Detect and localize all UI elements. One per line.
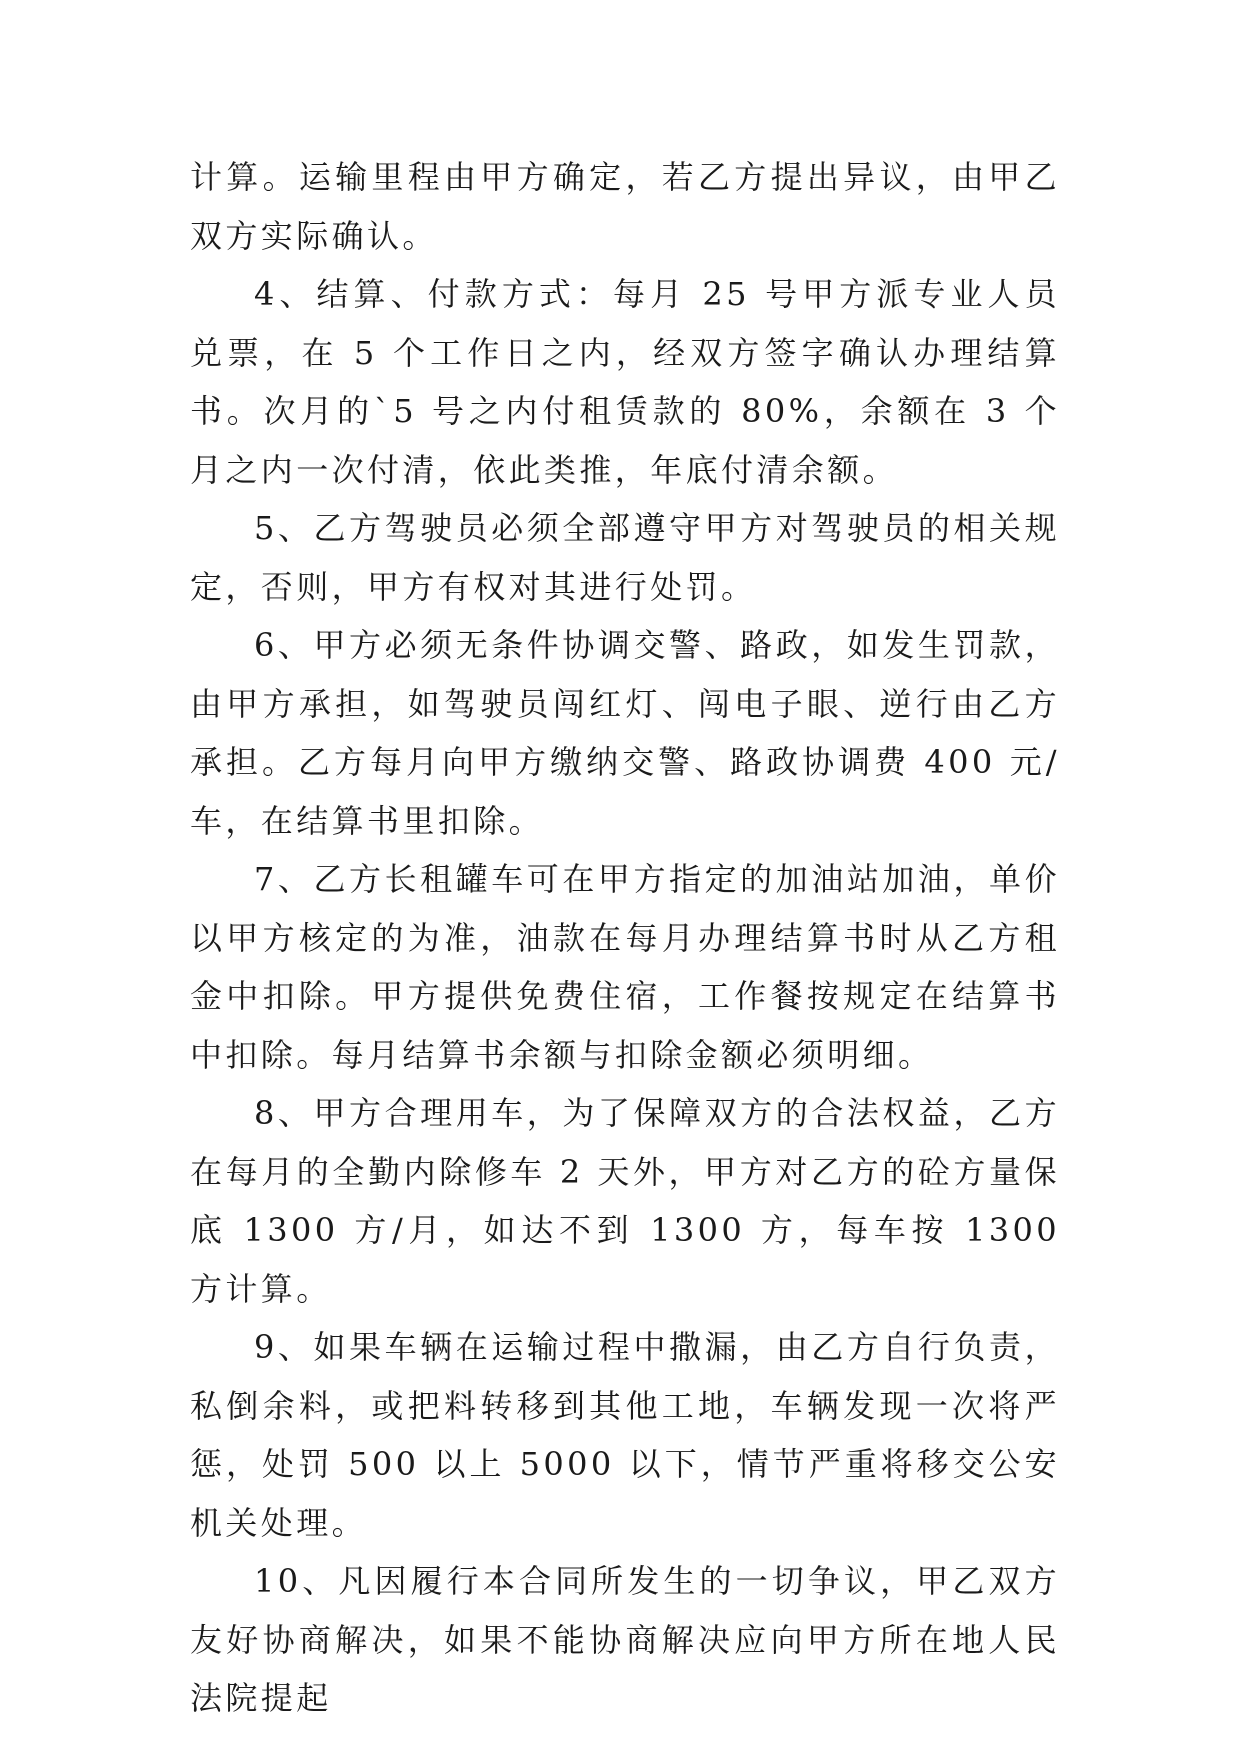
paragraph-calculation: 计算。运输里程由甲方确定，若乙方提出异议，由甲乙双方实际确认。: [190, 158, 1060, 255]
contract-text-body: [190, 148, 1060, 1728]
paragraph-clause-10-disputes: 10、凡因履行本合同所发生的一切争议，甲乙双方友好协商解决，如果不能协商解决应向甲方所在地人民法院提起: [190, 1562, 1060, 1717]
paragraph-clause-4-settlement: 4、结算、付款方式：每月 25 号甲方派专业人员兑票，在 5 个工作日之内，经双方签字确认办理结算书。次月的`5 号之内付租赁款的 80%，余额在 3 个月之内一次付清，依此类推，年底付清余额。: [190, 275, 1060, 489]
paragraph-clause-7-fuel-lodging: 7、乙方长租罐车可在甲方指定的加油站加油，单价以甲方核定的为准，油款在每月办理结算书时从乙方租金中扣除。甲方提供免费住宿，工作餐按规定在结算书中扣除。每月结算书余额与扣除金额必须明细。: [190, 860, 1060, 1074]
paragraph-clause-9-spillage-penalty: 9、如果车辆在运输过程中撒漏，由乙方自行负责，私倒余料，或把料转移到其他工地，车辆发现一次将严惩，处罚 500 以上 5000 以下，情节严重将移交公安机关处理。: [190, 1328, 1060, 1542]
paragraph-clause-8-minimum-volume: 8、甲方合理用车，为了保障双方的合法权益，乙方在每月的全勤内除修车 2 天外，甲方对乙方的砼方量保底 1300 方/月，如达不到 1300 方，每车按 1300 方计算。: [190, 1094, 1060, 1308]
paragraph-clause-5-driver-rules: 5、乙方驾驶员必须全部遵守甲方对驾驶员的相关规定，否则，甲方有权对其进行处罚。: [190, 509, 1060, 606]
paragraph-clause-6-traffic-fees: 6、甲方必须无条件协调交警、路政，如发生罚款，由甲方承担，如驾驶员闯红灯、闯电子眼、逆行由乙方承担。乙方每月向甲方缴纳交警、路政协调费 400 元/车，在结算书里扣除。: [190, 626, 1060, 840]
